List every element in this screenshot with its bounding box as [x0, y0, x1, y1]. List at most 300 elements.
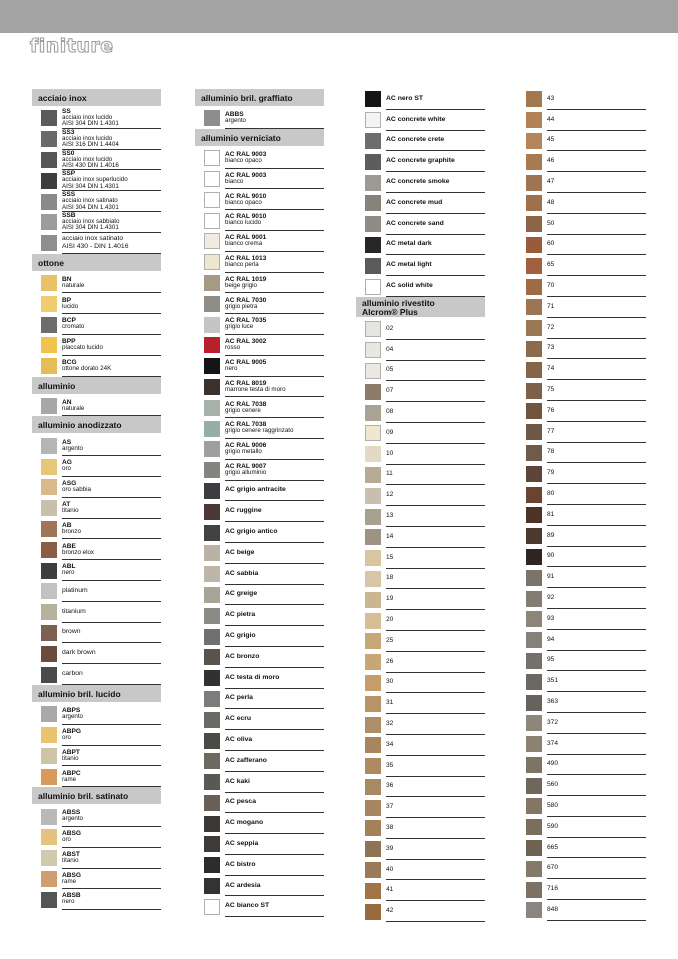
finish-text	[225, 397, 324, 418]
finish-code: AT	[62, 500, 71, 508]
finish-swatch	[365, 279, 381, 295]
finish-code: SS3	[62, 128, 75, 136]
finish-number: 848	[547, 905, 559, 913]
finish-text	[225, 522, 324, 543]
finish-item	[32, 806, 161, 827]
finish-swatch	[41, 542, 57, 558]
finish-name: AC zafferano	[225, 756, 267, 764]
finish-name: AC grigio antico	[225, 528, 278, 536]
finish-item	[356, 860, 485, 881]
finish-item	[195, 439, 324, 460]
finish-text	[225, 564, 324, 585]
finish-name: AISI 316 DIN 1.4404	[62, 141, 119, 149]
finish-text	[547, 775, 646, 796]
finish-code: ABST	[62, 850, 80, 858]
finish-text	[225, 501, 324, 522]
section-header	[32, 377, 161, 396]
finish-text	[547, 734, 646, 755]
finish-swatch	[526, 528, 542, 544]
finish-swatch	[41, 892, 57, 908]
finish-text	[547, 547, 646, 568]
finish-item	[517, 547, 646, 568]
finish-swatch	[365, 592, 381, 608]
finish-swatch	[41, 194, 57, 210]
finish-swatch	[204, 171, 220, 187]
finish-name: AC concrete crete	[386, 136, 445, 144]
finish-number: 580	[547, 801, 559, 809]
finish-item	[356, 361, 485, 382]
finish-item	[195, 543, 324, 564]
finish-swatch	[204, 712, 220, 728]
finish-name: marrone testa di moro	[225, 385, 286, 393]
finish-item	[195, 813, 324, 834]
finish-swatch	[526, 299, 542, 315]
finish-text	[547, 172, 646, 193]
finish-item	[356, 276, 485, 297]
finish-item	[195, 481, 324, 502]
finish-text	[547, 89, 646, 110]
finish-number: 70	[547, 282, 555, 290]
finish-swatch	[365, 237, 381, 253]
finish-item	[517, 692, 646, 713]
finish-name: acciaio inox lucido	[62, 114, 113, 121]
finish-name: AISI 304 DIN 1.4301	[62, 182, 119, 190]
finish-text	[386, 506, 485, 527]
finish-text	[547, 380, 646, 401]
finish-swatch	[204, 587, 220, 603]
finish-swatch	[41, 337, 57, 353]
finish-number: 50	[547, 219, 555, 227]
finish-name: AC concrete smoke	[386, 178, 450, 186]
finish-swatch	[526, 674, 542, 690]
finish-swatch	[204, 608, 220, 624]
finish-code: SS0	[62, 149, 75, 157]
finish-swatch	[41, 275, 57, 291]
finish-swatch	[526, 133, 542, 149]
finish-swatch	[41, 235, 57, 251]
finish-text	[62, 889, 161, 910]
finish-swatch	[41, 438, 57, 454]
finish-swatch	[204, 649, 220, 665]
finish-number: 15	[386, 553, 394, 561]
finish-name: platinum	[62, 586, 88, 594]
finish-swatch	[526, 341, 542, 357]
finish-item	[517, 401, 646, 422]
finish-name: AC pietra	[225, 611, 256, 619]
finish-name: AC perla	[225, 694, 253, 702]
finish-swatch	[204, 296, 220, 312]
finish-swatch	[526, 445, 542, 461]
finish-name: AC grigio	[225, 632, 256, 640]
finish-text	[62, 356, 161, 377]
finish-name: titanio	[62, 506, 79, 514]
finish-item	[32, 170, 161, 191]
finish-item	[32, 396, 161, 417]
finish-number: 74	[547, 365, 555, 373]
finish-code: AC RAL 9010	[225, 192, 267, 200]
finish-swatch	[41, 769, 57, 785]
finish-code: ABSG	[62, 830, 82, 838]
finish-swatch	[526, 175, 542, 191]
finish-swatch	[526, 487, 542, 503]
finish-name: acciaio inox satinato	[62, 234, 124, 242]
finish-swatch	[526, 237, 542, 253]
finish-name: acciaio inox superlucido	[62, 176, 128, 184]
finish-text	[62, 704, 161, 725]
finish-swatch	[204, 317, 220, 333]
finish-text	[547, 214, 646, 235]
finish-code: AC RAL 7030	[225, 296, 267, 304]
finish-text	[386, 89, 485, 110]
finish-swatch	[41, 850, 57, 866]
finish-text	[225, 189, 324, 210]
finish-text	[547, 526, 646, 547]
finish-text	[225, 293, 324, 314]
finish-name: cromato	[62, 323, 85, 331]
finish-text	[547, 401, 646, 422]
finish-code: ABBS	[225, 111, 244, 119]
finish-text	[225, 169, 324, 190]
finish-text	[386, 860, 485, 881]
finish-item	[356, 735, 485, 756]
finish-swatch	[41, 563, 57, 579]
finish-text	[386, 151, 485, 172]
finish-text	[547, 713, 646, 734]
finish-swatch	[204, 379, 220, 395]
finish-number: 11	[386, 470, 393, 478]
finish-text	[547, 858, 646, 879]
finish-number: 47	[547, 178, 555, 186]
finish-code: AG	[62, 459, 72, 467]
finish-item	[517, 297, 646, 318]
finish-item	[356, 193, 485, 214]
finish-item	[356, 880, 485, 901]
finish-text	[225, 210, 324, 231]
finish-swatch	[204, 462, 220, 478]
finish-swatch	[41, 479, 57, 495]
finish-text	[62, 664, 161, 685]
finish-item	[32, 191, 161, 212]
finish-number: 14	[386, 532, 394, 540]
finish-name: argento	[62, 815, 83, 823]
finish-swatch	[526, 258, 542, 274]
finish-item	[356, 756, 485, 777]
finish-item	[356, 548, 485, 569]
finish-swatch	[204, 213, 220, 229]
finish-swatch	[526, 861, 542, 877]
finish-text	[386, 693, 485, 714]
finish-swatch	[526, 91, 542, 107]
finish-item	[517, 89, 646, 110]
finish-text	[386, 235, 485, 256]
finish-text	[547, 151, 646, 172]
finish-item	[32, 664, 161, 685]
finish-text	[225, 626, 324, 647]
section-header	[32, 787, 161, 806]
finish-text	[386, 610, 485, 631]
finish-number: 75	[547, 386, 555, 394]
finish-text	[225, 108, 324, 129]
finish-text	[547, 255, 646, 276]
finish-text	[386, 465, 485, 486]
finish-item	[356, 631, 485, 652]
finish-swatch	[365, 904, 381, 920]
finish-item	[517, 359, 646, 380]
finish-number: 26	[386, 657, 394, 665]
finish-number: 363	[547, 698, 559, 705]
finish-swatch	[365, 133, 381, 149]
finish-code: ABPT	[62, 748, 80, 756]
finish-swatch	[365, 841, 381, 857]
finish-swatch	[526, 632, 542, 648]
finish-number: 73	[547, 344, 555, 352]
finish-item	[32, 889, 161, 910]
finish-text	[386, 131, 485, 152]
finish-text	[225, 730, 324, 751]
finish-swatch	[365, 446, 381, 462]
finish-code: ABE	[62, 542, 76, 550]
finish-text	[225, 356, 324, 377]
finish-swatch	[41, 131, 57, 147]
finish-name: AC beige	[225, 548, 255, 556]
finish-item	[517, 110, 646, 131]
finish-swatch	[526, 882, 542, 898]
finish-code: SSB	[62, 211, 76, 219]
finish-item	[195, 169, 324, 190]
finish-item	[195, 730, 324, 751]
finish-item	[32, 704, 161, 725]
finish-swatch	[365, 321, 381, 337]
finish-code: BN	[62, 275, 72, 283]
finish-number: 39	[386, 844, 394, 852]
finish-item	[356, 131, 485, 152]
section-subtitle: Alcrom® Plus	[362, 306, 418, 317]
finish-item	[517, 276, 646, 297]
finish-code: BCG	[62, 358, 77, 366]
finish-text	[225, 231, 324, 252]
section-header	[195, 89, 324, 108]
finish-item	[195, 460, 324, 481]
finish-number: 25	[386, 636, 394, 644]
finish-swatch	[365, 800, 381, 816]
finish-item	[356, 485, 485, 506]
finish-text	[386, 756, 485, 777]
finish-swatch	[204, 441, 220, 457]
finish-swatch	[365, 550, 381, 566]
finish-text	[62, 150, 161, 171]
finish-item	[517, 214, 646, 235]
finish-swatch	[365, 91, 381, 107]
finish-swatch	[204, 774, 220, 790]
finish-item	[356, 151, 485, 172]
section-title: ottone	[38, 257, 64, 268]
finish-name: rame	[62, 775, 77, 783]
finish-number: 95	[547, 656, 555, 664]
finish-name: placcato lucido	[62, 344, 103, 352]
finish-number: 12	[386, 491, 394, 499]
finish-item	[195, 397, 324, 418]
finish-swatch	[365, 633, 381, 649]
finish-code: AC RAL 3002	[225, 338, 267, 346]
finish-number: 79	[547, 469, 555, 477]
finish-item	[356, 714, 485, 735]
finish-name: AC oliva	[225, 736, 253, 743]
finish-swatch	[526, 383, 542, 399]
section-header	[195, 129, 324, 148]
finish-item	[356, 569, 485, 590]
finish-item	[32, 519, 161, 540]
finish-swatch	[526, 507, 542, 523]
finish-swatch	[365, 613, 381, 629]
finish-number: 92	[547, 594, 555, 602]
finish-item	[32, 746, 161, 767]
finish-number: 20	[386, 616, 394, 624]
finish-number: 72	[547, 323, 555, 331]
finish-swatch	[526, 715, 542, 731]
finish-code: BP	[62, 296, 72, 304]
finish-code: BCP	[62, 317, 76, 325]
finish-code: AN	[62, 398, 72, 406]
finish-number: 44	[547, 115, 555, 123]
finish-text	[62, 233, 161, 254]
finish-number: 665	[547, 843, 559, 851]
finish-swatch	[526, 591, 542, 607]
finish-item	[32, 623, 161, 644]
finish-text	[225, 273, 324, 294]
finish-number: 40	[386, 865, 394, 873]
finish-number: 65	[547, 261, 555, 269]
finish-swatch	[526, 216, 542, 232]
finish-text	[225, 834, 324, 855]
column-4	[517, 89, 646, 921]
finish-text	[386, 777, 485, 798]
finish-text	[225, 314, 324, 335]
finish-swatch	[41, 625, 57, 641]
finish-item	[195, 148, 324, 169]
finish-name: rame	[62, 877, 77, 885]
finish-text	[386, 110, 485, 131]
finish-code: AB	[62, 521, 72, 529]
finish-swatch	[526, 112, 542, 128]
column-1	[32, 89, 161, 910]
finish-number: 89	[547, 531, 555, 539]
finish-item	[356, 402, 485, 423]
finish-text	[386, 172, 485, 193]
finish-name: AISI 304 DIN 1.4301	[62, 203, 119, 211]
finish-swatch	[41, 173, 57, 189]
finish-name: argento	[225, 117, 246, 125]
finish-item	[356, 693, 485, 714]
finish-name: AC ardesia	[225, 881, 261, 889]
section-header	[32, 416, 161, 435]
finish-item	[517, 463, 646, 484]
finish-number: 372	[547, 718, 559, 726]
finish-text	[547, 131, 646, 152]
finish-text	[547, 235, 646, 256]
finish-name: naturale	[62, 404, 85, 412]
finish-item	[356, 214, 485, 235]
finish-text	[386, 527, 485, 548]
finish-text	[225, 896, 324, 917]
finish-name: AC greige	[225, 590, 258, 598]
finish-text	[547, 567, 646, 588]
finish-swatch	[365, 737, 381, 753]
finish-text	[62, 314, 161, 335]
finish-text	[62, 456, 161, 477]
finish-swatch	[526, 611, 542, 627]
finish-text	[547, 193, 646, 214]
finish-item	[32, 498, 161, 519]
finish-name: grigio luce	[225, 323, 254, 331]
section-header	[32, 254, 161, 273]
finish-text	[547, 318, 646, 339]
finish-name: oro	[62, 733, 71, 741]
finish-item	[32, 725, 161, 746]
finish-swatch	[365, 195, 381, 211]
finish-text	[547, 339, 646, 360]
finish-swatch	[365, 405, 381, 421]
finish-item	[195, 855, 324, 876]
finish-text	[225, 647, 324, 668]
finish-number: 02	[386, 324, 394, 332]
finish-text	[547, 651, 646, 672]
finish-item	[32, 602, 161, 623]
finish-number: 78	[547, 448, 555, 456]
finish-text	[62, 293, 161, 314]
finish-name: AC solid white	[386, 282, 433, 290]
finish-swatch	[204, 233, 220, 249]
finish-swatch	[41, 398, 57, 414]
finish-number: 30	[386, 678, 394, 686]
finish-number: 38	[386, 823, 394, 831]
finish-name: acciaio inox lucido	[62, 155, 113, 163]
finish-text	[386, 381, 485, 402]
finish-text	[386, 423, 485, 444]
finish-item	[517, 131, 646, 152]
finish-item	[195, 564, 324, 585]
finish-item	[195, 418, 324, 439]
finish-text	[62, 539, 161, 560]
finish-swatch	[41, 214, 57, 230]
finish-text	[386, 548, 485, 569]
finish-swatch	[41, 871, 57, 887]
finish-item	[517, 838, 646, 859]
finish-text	[547, 110, 646, 131]
finish-text	[386, 673, 485, 694]
finish-text	[547, 443, 646, 464]
finish-text	[62, 273, 161, 294]
finish-text	[547, 879, 646, 900]
finish-code: AC RAL 9010	[225, 213, 267, 221]
finish-text	[386, 319, 485, 340]
finish-swatch	[41, 500, 57, 516]
finish-item	[195, 210, 324, 231]
finish-item	[517, 858, 646, 879]
finish-item	[356, 235, 485, 256]
finish-text	[386, 485, 485, 506]
finish-swatch	[365, 363, 381, 379]
finish-item	[195, 605, 324, 626]
finish-name: acciaio inox lucido	[62, 134, 113, 142]
finish-swatch	[365, 779, 381, 795]
finish-text	[547, 630, 646, 651]
finish-swatch	[365, 571, 381, 587]
finish-name: bianco opaco	[225, 198, 262, 206]
column-3	[356, 89, 485, 922]
finish-text	[386, 361, 485, 382]
finish-swatch	[365, 717, 381, 733]
finish-number: 10	[386, 449, 394, 457]
